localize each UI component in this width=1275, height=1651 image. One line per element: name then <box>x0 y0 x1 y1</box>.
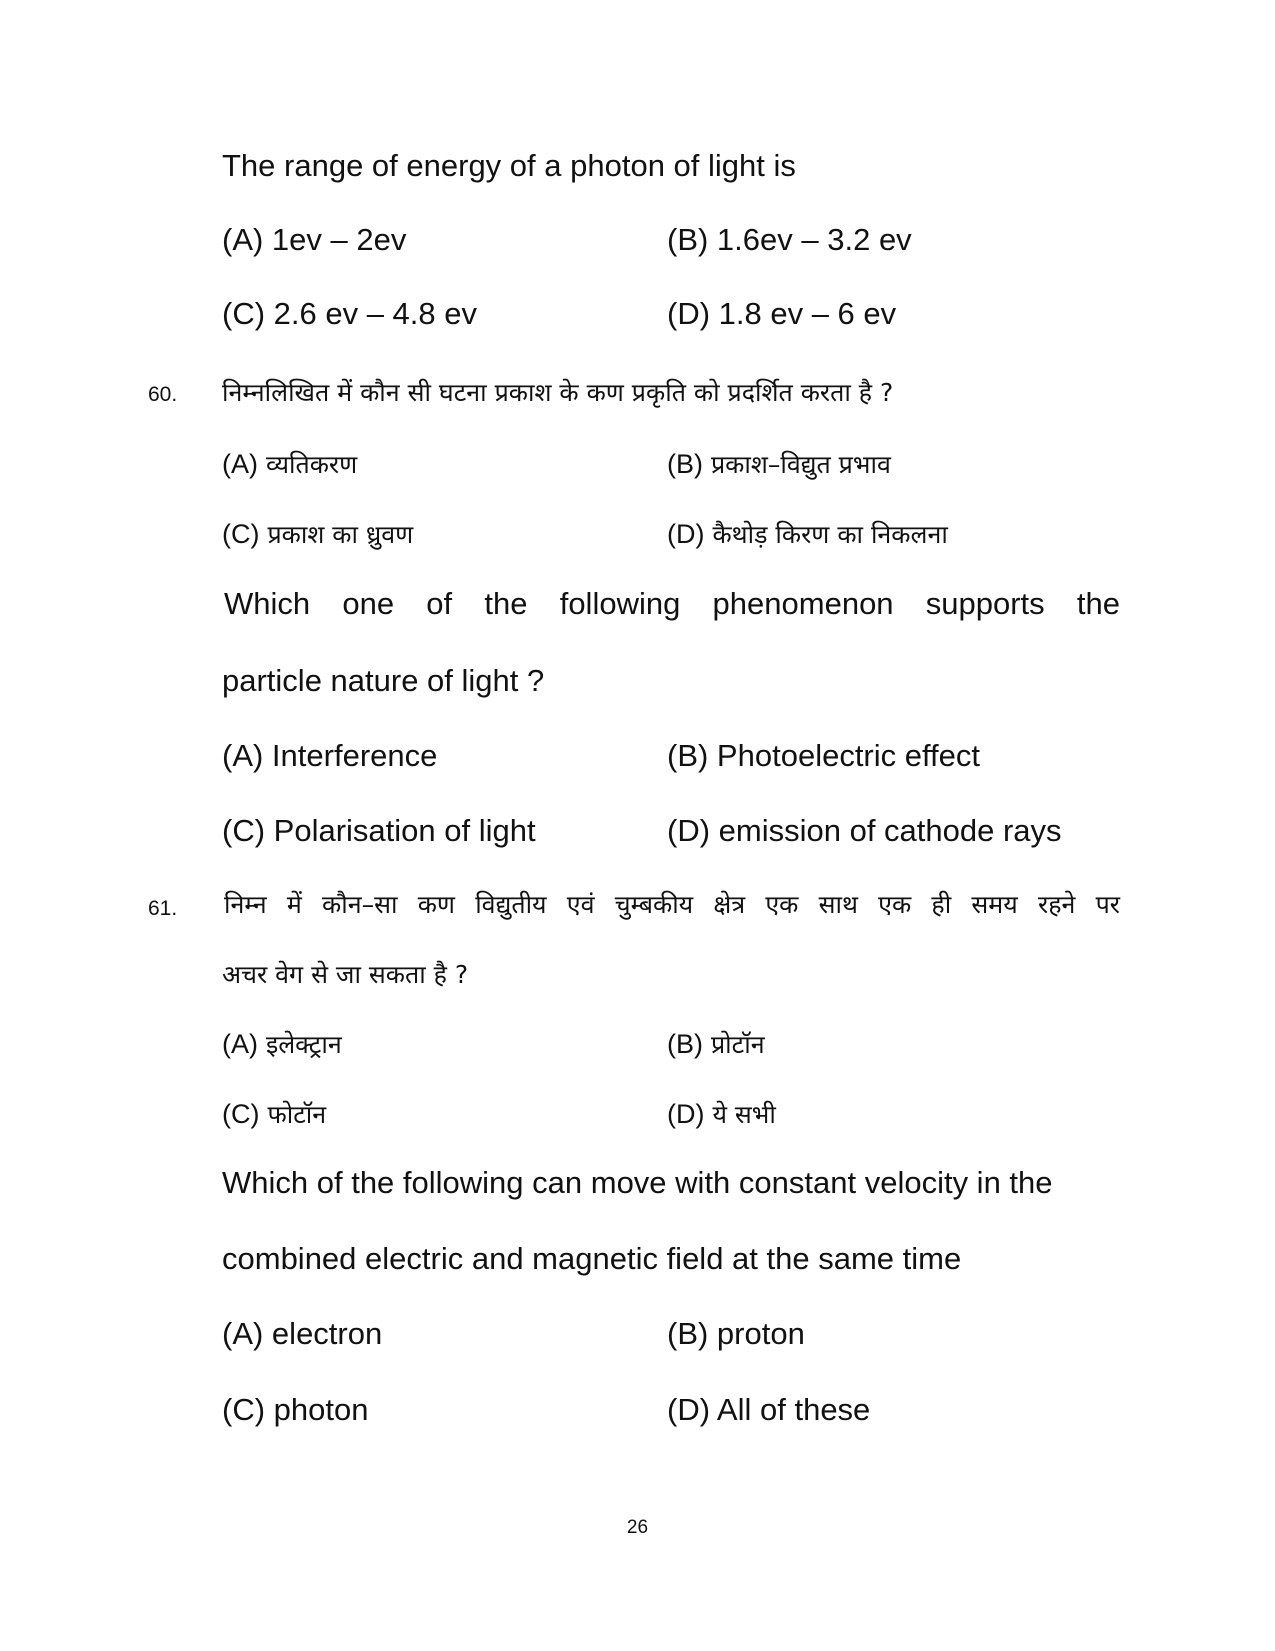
q60-option-d-hi <box>667 517 948 551</box>
q60-option-a-text: व्यतिकरण <box>265 450 358 479</box>
q61-option-b-letter: (B) <box>667 1029 703 1059</box>
q61-option-b-text: प्रोटॉन <box>710 1030 765 1059</box>
q61-question-hi-line2: अचर वेग से जा सकता है ? <box>222 960 469 989</box>
q61-option-a-en: (A) electron <box>222 1316 383 1351</box>
q61-option-d-letter: (D) <box>667 1099 705 1129</box>
q60-option-c-en: (C) Polarisation of light <box>222 813 536 848</box>
q61-option-c-hi <box>222 1097 326 1131</box>
q59-question-en: The range of energy of a photon of light is <box>222 148 796 183</box>
q60-option-a-en: (A) Interference <box>222 738 438 773</box>
q60-option-d-letter: (D) <box>667 519 705 549</box>
q59-option-d: (D) 1.8 ev – 6 ev <box>667 296 897 331</box>
q61-option-a-hi <box>222 1027 342 1061</box>
q60-option-b-letter: (B) <box>667 449 703 479</box>
q60-option-d-text: कैथोड़ किरण का निकलना <box>712 520 948 549</box>
q60-option-a-hi <box>222 447 357 481</box>
q61-option-d-en: (D) All of these <box>667 1392 871 1427</box>
q60-number: 60. <box>148 383 178 406</box>
q61-question-en-line2: combined electric and magnetic field at the same time <box>222 1241 962 1276</box>
q61-option-b-en: (B) proton <box>667 1316 805 1351</box>
q60-option-c-hi <box>222 517 413 551</box>
q61-option-c-en: (C) photon <box>222 1392 369 1427</box>
q60-question-en-line1: Which one of the following phenomenon supports the <box>224 586 1120 621</box>
q61-number: 61. <box>148 897 178 920</box>
q60-option-b-text: प्रकाश–विद्युत प्रभाव <box>710 450 891 479</box>
q60-option-d-en: (D) emission of cathode rays <box>667 813 1062 848</box>
q61-question-hi-line1: निम्न में कौन–सा कण विद्युतीय एवं चुम्बकीय क्षेत्र एक साथ एक ही समय रहने पर <box>224 890 1120 919</box>
q60-question-hi: निम्नलिखित में कौन सी घटना प्रकाश के कण प्रकृति को प्रदर्शित करता है ? <box>222 378 894 407</box>
q60-option-b-en: (B) Photoelectric effect <box>667 738 981 773</box>
q60-option-c-letter: (C) <box>222 519 260 549</box>
q61-option-a-text: इलेक्ट्रान <box>265 1030 342 1059</box>
q61-option-a-letter: (A) <box>222 1029 258 1059</box>
q61-option-c-text: फोटॉन <box>267 1100 327 1129</box>
q60-option-b-hi <box>667 447 891 481</box>
q60-question-en-line2: particle nature of light ? <box>222 663 545 698</box>
q59-option-c: (C) 2.6 ev – 4.8 ev <box>222 296 478 331</box>
q60-option-c-text: प्रकाश का ध्रुवण <box>267 520 414 549</box>
q61-question-en-line1: Which of the following can move with constant velocity in the <box>222 1165 1053 1200</box>
q59-option-a: (A) 1ev – 2ev <box>222 222 407 257</box>
q61-option-d-hi <box>667 1097 776 1131</box>
q59-option-b: (B) 1.6ev – 3.2 ev <box>667 222 912 257</box>
q60-option-a-letter: (A) <box>222 449 258 479</box>
q61-option-c-letter: (C) <box>222 1099 260 1129</box>
page-number: 26 <box>626 1517 649 1538</box>
q61-option-b-hi <box>667 1027 765 1061</box>
q61-option-d-text: ये सभी <box>712 1100 776 1129</box>
